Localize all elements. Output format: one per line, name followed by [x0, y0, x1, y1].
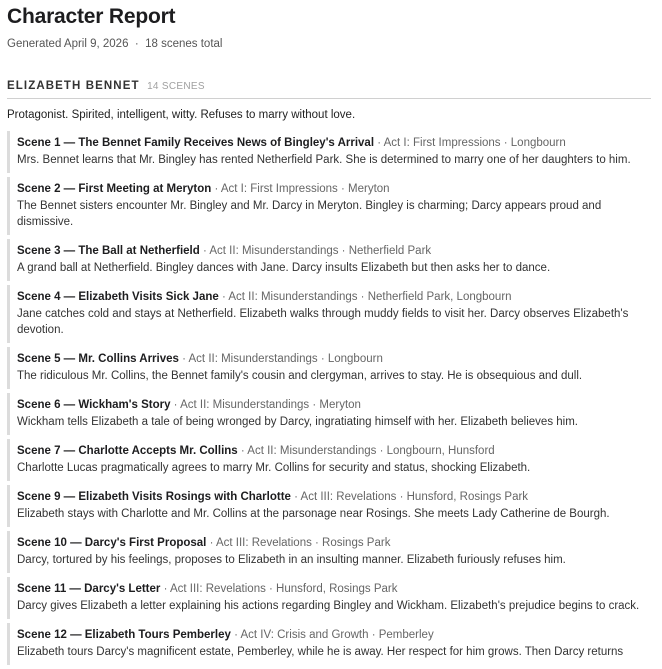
generated-date: Generated April 9, 2026 — [7, 38, 129, 50]
scene-description: Elizabeth stays with Charlotte and Mr. Collins at the parsonage near Rosings. She meets Lady Catherine de Bourgh. — [17, 508, 610, 520]
scene-title: Scene 6 — Wickham's Story — [17, 399, 171, 411]
report-meta — [7, 37, 651, 51]
scene-info: · Act II: Misunderstandings · Netherfield Park, Longbourn — [218, 291, 512, 303]
scene-description: Mrs. Bennet learns that Mr. Bingley has rented Netherfield Park. She is determined to marry one of her daughters to him. — [17, 154, 631, 166]
scene-header — [17, 443, 651, 459]
scene-title: Scene 9 — Elizabeth Visits Rosings with Charlotte — [17, 491, 291, 503]
character-report — [7, 0, 651, 669]
scene-info: · Act I: First Impressions · Longbourn — [374, 137, 566, 149]
meta-separator: · — [134, 38, 139, 50]
scene-title: Scene 7 — Charlotte Accepts Mr. Collins — [17, 445, 238, 457]
scene-info: · Act III: Revelations · Hunsford, Rosings Park — [160, 583, 398, 595]
scene-description: A grand ball at Netherfield. Bingley dances with Jane. Darcy insults Elizabeth but then asks her to dance. — [17, 262, 551, 274]
scene-card — [7, 439, 651, 481]
scene-description: Darcy gives Elizabeth a letter explaining his actions regarding Bingley and Wickham. Elizabeth's prejudice begins to crack. — [17, 600, 640, 612]
scene-description: Charlotte Lucas pragmatically agrees to marry Mr. Collins for security and status, shocking Elizabeth. — [17, 462, 531, 474]
scene-description: Jane catches cold and stays at Netherfield. Elizabeth walks through muddy fields to visit her. Darcy observes Elizabeth's devotion. — [17, 308, 629, 336]
scene-info: · Act I: First Impressions · Meryton — [211, 183, 390, 195]
scene-header — [17, 135, 651, 151]
scene-title: Scene 12 — Elizabeth Tours Pemberley — [17, 629, 231, 641]
scene-info: · Act II: Misunderstandings · Meryton — [170, 399, 361, 411]
character-description: Protagonist. Spirited, intelligent, witty. Refuses to marry without love. — [7, 109, 356, 121]
scenes-total: 18 scenes total — [145, 38, 223, 50]
scene-header — [17, 181, 651, 197]
scene-title: Scene 5 — Mr. Collins Arrives — [17, 353, 179, 365]
scene-header — [17, 243, 651, 259]
scene-info: · Act II: Misunderstandings · Longbourn — [178, 353, 383, 365]
scene-card — [7, 577, 651, 619]
scene-card — [7, 131, 651, 173]
character-name: ELIZABETH BENNET — [7, 80, 140, 92]
scene-title: Scene 2 — First Meeting at Meryton — [17, 183, 212, 195]
scene-title: Scene 1 — The Bennet Family Receives News of Bingley's Arrival — [17, 137, 375, 149]
scene-card — [7, 531, 651, 573]
scene-info: · Act III: Revelations · Rosings Park — [206, 537, 391, 549]
scene-description: The Bennet sisters encounter Mr. Bingley and Mr. Darcy in Meryton. Bingley is charming; Darcy appears proud and dismissive. — [17, 200, 602, 228]
scene-title: Scene 11 — Darcy's Letter — [17, 583, 161, 595]
scene-card — [7, 485, 651, 527]
scene-card — [7, 285, 651, 343]
scene-title: Scene 4 — Elizabeth Visits Sick Jane — [17, 291, 219, 303]
character-scene-count: 14 SCENES — [147, 81, 205, 92]
scene-card — [7, 347, 651, 389]
scene-description: Wickham tells Elizabeth a tale of being wronged by Darcy, ingratiating himself with her. Elizabeth believes him. — [17, 416, 579, 428]
scene-description: The ridiculous Mr. Collins, the Bennet family's cousin and clergyman, arrives to stay. He is obsequious and dull. — [17, 370, 583, 382]
character-section-header — [7, 78, 651, 99]
scene-info: · Act II: Misunderstandings · Longbourn, Hunsford — [237, 445, 495, 457]
scene-header — [17, 627, 651, 643]
scene-card — [7, 239, 651, 281]
scene-description: Elizabeth tours Darcy's magnificent estate, Pemberley, while he is away. Her respect for him grows. Then Darcy returns — [17, 646, 624, 658]
scene-header — [17, 397, 651, 413]
scene-header — [17, 489, 651, 505]
scene-list — [7, 131, 651, 665]
page-title: Character Report — [7, 5, 176, 28]
scene-header — [17, 581, 651, 597]
scene-description: Darcy, tortured by his feelings, proposes to Elizabeth in an insulting manner. Elizabeth furiously refuses him. — [17, 554, 566, 566]
scene-title: Scene 3 — The Ball at Netherfield — [17, 245, 200, 257]
scene-title: Scene 10 — Darcy's First Proposal — [17, 537, 207, 549]
scene-header — [17, 289, 651, 305]
scene-card — [7, 177, 651, 235]
scene-info: · Act II: Misunderstandings · Netherfield Park — [199, 245, 432, 257]
scene-header — [17, 535, 651, 551]
scene-info: · Act III: Revelations · Hunsford, Rosings Park — [290, 491, 529, 503]
scene-info: · Act IV: Crisis and Growth · Pemberley — [230, 629, 434, 641]
scene-card — [7, 393, 651, 435]
scene-header — [17, 351, 651, 367]
